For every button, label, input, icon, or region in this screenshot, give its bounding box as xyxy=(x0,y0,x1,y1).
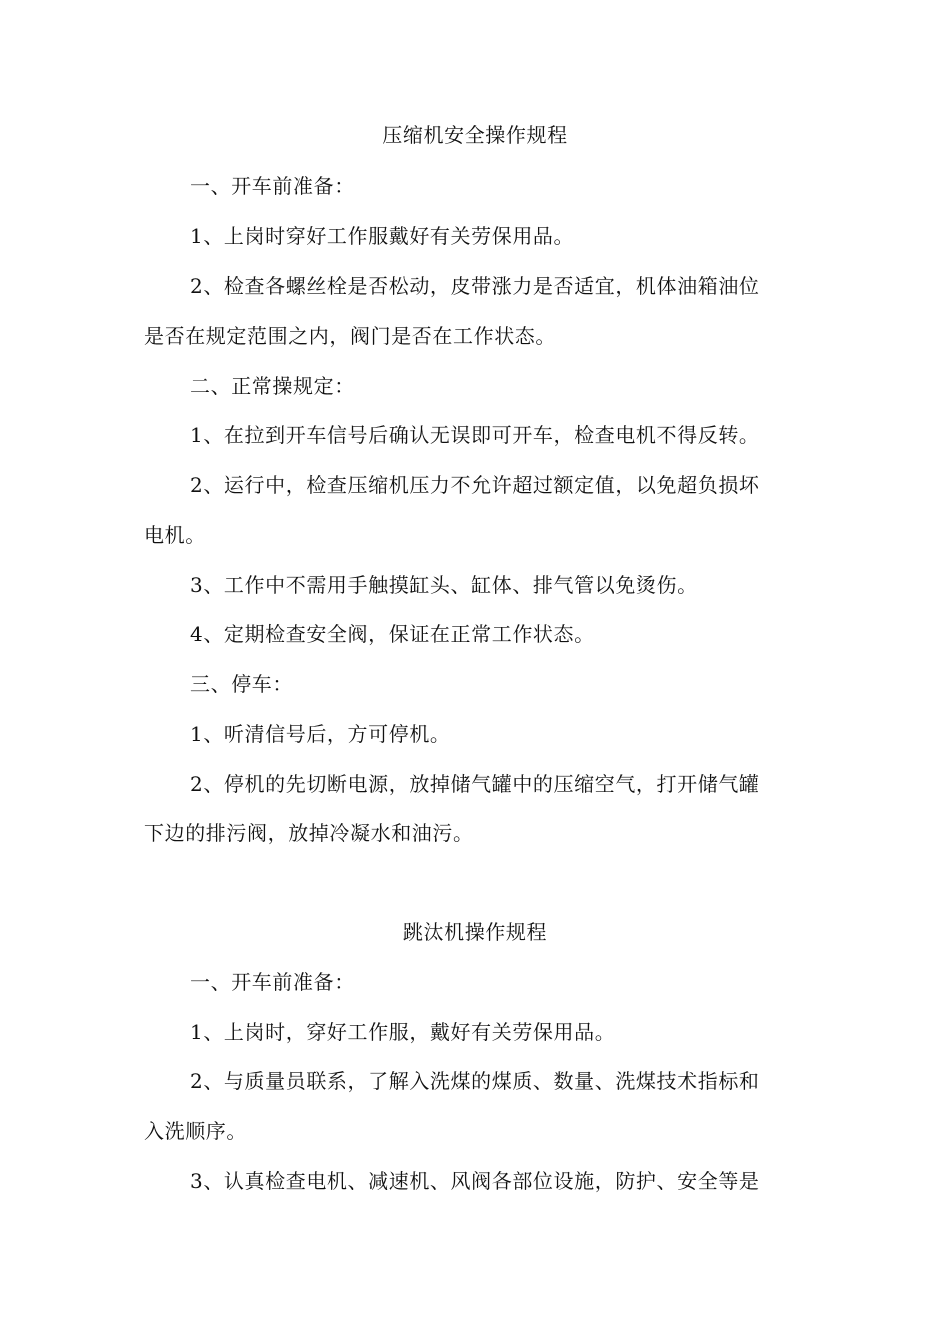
paragraph: 2、检查各螺丝栓是否松动，皮带涨力是否适宜，机体油箱油位 xyxy=(190,274,760,298)
paragraph: 3、工作中不需用手触摸缸头、缸体、排气管以免烫伤。 xyxy=(190,573,698,597)
paragraph: 1、上岗时，穿好工作服，戴好有关劳保用品。 xyxy=(190,1020,616,1044)
paragraph: 1、听清信号后，方可停机。 xyxy=(190,722,451,746)
heading-stop: 三、停车： xyxy=(190,672,293,696)
paragraph: 4、定期检查安全阀，保证在正常工作状态。 xyxy=(190,622,595,646)
heading-prestart: 一、开车前准备： xyxy=(190,970,355,994)
paragraph: 1、在拉到开车信号后确认无误即可开车，检查电机不得反转。 xyxy=(190,423,760,447)
paragraph-continuation: 入洗顺序。 xyxy=(144,1119,247,1143)
paragraph: 3、认真检查电机、减速机、风阀各部位设施，防护、安全等是 xyxy=(190,1169,760,1193)
paragraph-continuation: 电机。 xyxy=(144,523,206,547)
heading-normal-operation: 二、正常操规定： xyxy=(190,374,355,398)
paragraph: 2、停机的先切断电源，放掉储气罐中的压缩空气，打开储气罐 xyxy=(190,772,760,796)
paragraph-continuation: 下边的排污阀，放掉冷凝水和油污。 xyxy=(144,821,474,845)
paragraph: 2、运行中，检查压缩机压力不允许超过额定值，以免超负损坏 xyxy=(190,473,760,497)
paragraph-continuation: 是否在规定范围之内，阀门是否在工作状态。 xyxy=(144,324,556,348)
section-title-jig: 跳汰机操作规程 xyxy=(402,920,548,944)
section-title-compressor: 压缩机安全操作规程 xyxy=(382,123,568,147)
paragraph: 2、与质量员联系，了解入洗煤的煤质、数量、洗煤技术指标和 xyxy=(190,1069,760,1093)
heading-prestart: 一、开车前准备： xyxy=(190,174,355,198)
paragraph: 1、上岗时穿好工作服戴好有关劳保用品。 xyxy=(190,224,575,248)
